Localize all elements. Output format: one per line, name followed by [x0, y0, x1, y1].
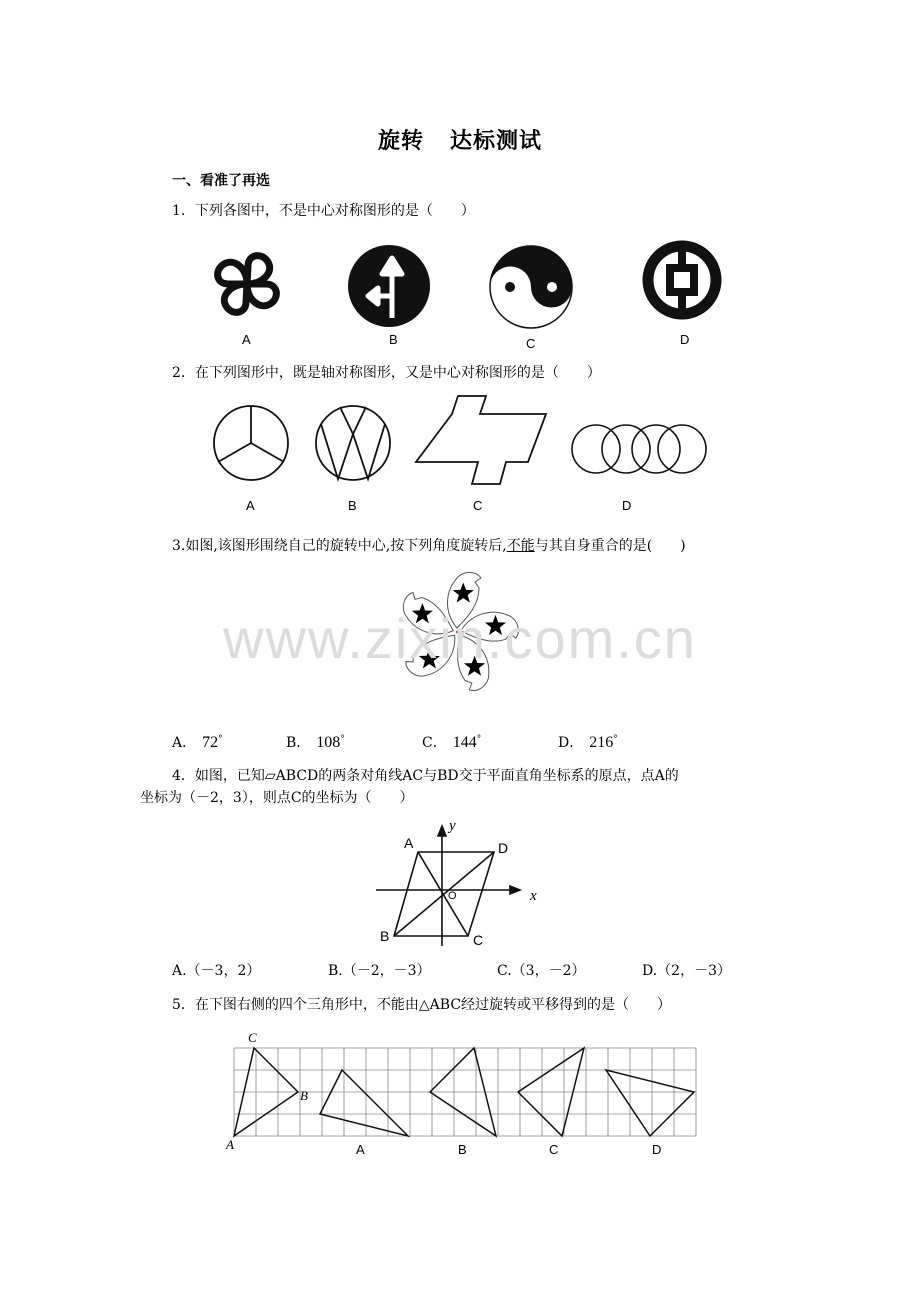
q1-label-a: A	[242, 332, 251, 347]
title-part-2: 达标测试	[450, 128, 543, 154]
q5-label-b-vertex: B	[300, 1088, 308, 1103]
q1-figure-b-arrow-sign	[346, 244, 432, 328]
question-3-text	[172, 535, 686, 557]
section-heading: 一、看准了再选	[172, 173, 270, 189]
q2-figure-b-circle-w	[314, 404, 392, 482]
q3-option-c-value: 144	[452, 734, 477, 751]
watermark: www.zixin.com.cn	[223, 607, 697, 670]
q1-figure-d-coin-logo	[640, 238, 724, 322]
q3-option-c-unit: °	[476, 734, 482, 745]
q5-label-c: C	[549, 1142, 559, 1157]
q3-option-b	[286, 732, 345, 752]
q3-text-before: 3.如图,该图形围绕自己的旋转中心,按下列角度旋转后,	[172, 538, 507, 554]
q3-option-b-label: B．	[286, 735, 311, 751]
q5-triangle-a	[320, 1070, 408, 1136]
q4-label-d: D	[498, 840, 509, 856]
q5-triangle-d	[606, 1070, 694, 1136]
q4-label-o: O	[448, 890, 457, 902]
q2-label-b: B	[348, 498, 357, 513]
q3-option-a-unit: °	[218, 734, 223, 745]
q3-option-d	[558, 732, 618, 752]
q4-option-c: C.（3，－2）	[497, 963, 586, 979]
q4-option-b: B.（－2，－3）	[328, 963, 431, 979]
q3-option-a-label: A．	[172, 735, 197, 751]
q2-label-c: C	[473, 498, 483, 513]
q3-option-b-unit: °	[340, 734, 345, 745]
q1-label-c: C	[526, 336, 536, 351]
page-title	[0, 124, 920, 155]
q4-figure-parallelogram-axes	[370, 820, 550, 950]
q3-option-d-value: 216	[589, 734, 614, 751]
q5-label-b: B	[458, 1142, 467, 1157]
q3-option-d-label: D．	[558, 735, 584, 751]
question-2-text: 2．在下列图形中，既是轴对称图形，又是中心对称图形的是（ ）	[172, 365, 601, 381]
q4-label-y: y	[449, 818, 456, 834]
question-1-text: 1．下列各图中，不是中心对称图形的是（ ）	[172, 203, 475, 219]
q3-option-c-label: C．	[422, 735, 447, 751]
q5-label-a-vertex: A	[226, 1137, 234, 1152]
q1-figure-a-knot	[204, 246, 290, 322]
q2-figure-c-cross-shape	[414, 394, 548, 486]
question-5-text: 5．在下图右侧的四个三角形中，不能由△ABC经过旋转或平移得到的是（ ）	[172, 997, 672, 1013]
q4-option-d: D.（2，－3）	[642, 963, 731, 979]
q3-option-c	[422, 732, 481, 752]
q5-label-c-vertex: C	[248, 1030, 257, 1045]
q3-option-a	[172, 732, 223, 752]
q1-label-b: B	[389, 332, 398, 347]
question-4-line-2: 坐标为（－2，3），则点C的坐标为（ ）	[140, 790, 414, 806]
question-4-line-1: 4．如图，已知▱ABCD的两条对角线AC与BD交于平面直角坐标系的原点，点A的	[172, 768, 679, 784]
q3-text-underlined: 不能	[506, 538, 535, 554]
title-part-1: 旋转	[377, 128, 424, 154]
q4-label-c: C	[473, 932, 484, 948]
q4-label-x: x	[530, 888, 537, 904]
q2-figure-d-four-rings	[570, 422, 708, 476]
q4-label-a: A	[404, 835, 414, 851]
q4-option-a: A.（－3，2）	[172, 963, 261, 979]
q5-label-d: D	[652, 1142, 662, 1157]
q3-text-after: 与其自身重合的是( )	[534, 538, 686, 554]
q3-option-a-value: 72	[202, 734, 219, 751]
q4-label-b: B	[380, 928, 390, 944]
q3-figure-star-flower	[392, 566, 522, 698]
q2-label-d: D	[622, 498, 632, 513]
q3-option-d-unit: °	[613, 734, 618, 745]
q2-figure-a-circle-three-radii	[212, 404, 290, 482]
q1-label-d: D	[680, 332, 690, 347]
q2-label-a: A	[246, 498, 255, 513]
q1-figure-c-taiji	[488, 244, 574, 330]
q3-option-b-value: 108	[316, 734, 341, 751]
q5-label-a: A	[356, 1142, 365, 1157]
